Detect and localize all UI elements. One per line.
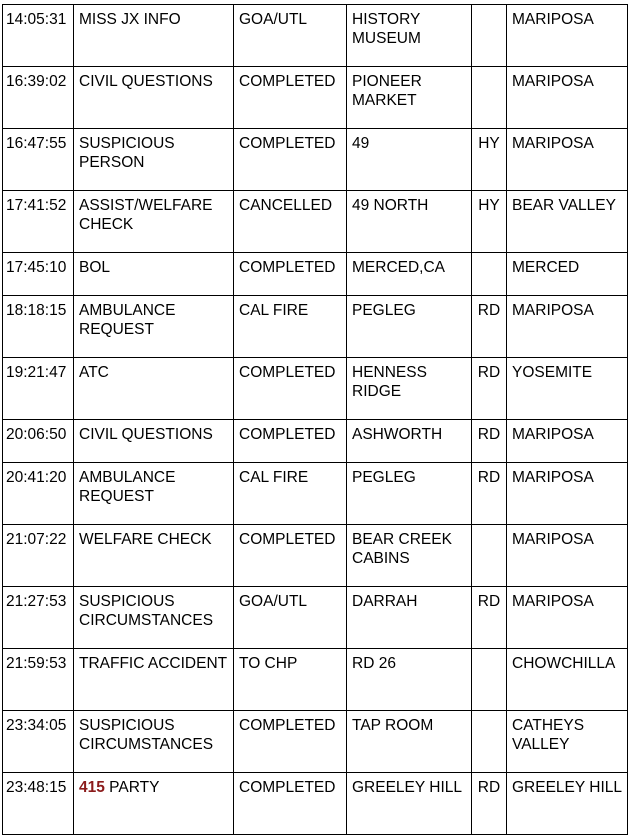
time-cell: 17:45:10	[3, 253, 74, 296]
location-cell: PEGLEG	[347, 463, 472, 525]
incident-log-body	[3, 5, 628, 835]
description-cell	[74, 5, 234, 67]
description-cell	[74, 358, 234, 420]
street-type-cell	[472, 711, 507, 773]
city-cell: MARIPOSA	[507, 5, 628, 67]
city-cell: MARIPOSA	[507, 525, 628, 587]
description-cell	[74, 129, 234, 191]
street-type-cell	[472, 67, 507, 129]
disposition-cell: GOA/UTL	[234, 5, 347, 67]
description-text: ATC	[79, 364, 109, 381]
time-cell: 23:34:05	[3, 711, 74, 773]
description-cell	[74, 587, 234, 649]
city-cell: MARIPOSA	[507, 67, 628, 129]
location-cell: PEGLEG	[347, 296, 472, 358]
location-cell: HISTORY MUSEUM	[347, 5, 472, 67]
location-cell: RD 26	[347, 649, 472, 711]
time-cell: 14:05:31	[3, 5, 74, 67]
description-text: AMBULANCE REQUEST	[79, 469, 176, 505]
location-cell: 49 NORTH	[347, 191, 472, 253]
location-cell: GREELEY HILL	[347, 773, 472, 835]
city-cell: MARIPOSA	[507, 463, 628, 525]
table-row	[3, 773, 628, 835]
street-type-cell: RD	[472, 587, 507, 649]
time-cell: 16:39:02	[3, 67, 74, 129]
time-cell: 20:06:50	[3, 420, 74, 463]
street-type-cell	[472, 649, 507, 711]
disposition-cell: COMPLETED	[234, 711, 347, 773]
description-text: MISS JX INFO	[79, 11, 181, 28]
street-type-cell: RD	[472, 463, 507, 525]
table-row	[3, 649, 628, 711]
location-cell: ASHWORTH	[347, 420, 472, 463]
description-text: AMBULANCE REQUEST	[79, 302, 176, 338]
disposition-cell: COMPLETED	[234, 358, 347, 420]
description-text: SUSPICIOUS CIRCUMSTANCES	[79, 717, 214, 753]
street-type-cell	[472, 253, 507, 296]
description-cell	[74, 649, 234, 711]
location-cell: DARRAH	[347, 587, 472, 649]
description-text: SUSPICIOUS CIRCUMSTANCES	[79, 593, 214, 629]
table-row	[3, 296, 628, 358]
time-cell: 18:18:15	[3, 296, 74, 358]
disposition-cell: COMPLETED	[234, 525, 347, 587]
time-cell: 21:27:53	[3, 587, 74, 649]
time-cell: 21:59:53	[3, 649, 74, 711]
disposition-cell: CANCELLED	[234, 191, 347, 253]
location-cell: HENNESS RIDGE	[347, 358, 472, 420]
description-cell	[74, 296, 234, 358]
table-row	[3, 420, 628, 463]
disposition-cell: COMPLETED	[234, 420, 347, 463]
table-row	[3, 129, 628, 191]
incident-code: 415	[79, 779, 105, 796]
street-type-cell: HY	[472, 191, 507, 253]
street-type-cell: RD	[472, 358, 507, 420]
description-cell	[74, 191, 234, 253]
city-cell: MARIPOSA	[507, 420, 628, 463]
description-text: WELFARE CHECK	[79, 531, 212, 548]
description-text: BOL	[79, 259, 111, 276]
location-cell: PIONEER MARKET	[347, 67, 472, 129]
street-type-cell: RD	[472, 296, 507, 358]
table-row	[3, 5, 628, 67]
table-row	[3, 191, 628, 253]
disposition-cell: COMPLETED	[234, 253, 347, 296]
description-cell	[74, 463, 234, 525]
city-cell: MARIPOSA	[507, 129, 628, 191]
disposition-cell: COMPLETED	[234, 129, 347, 191]
incident-log-table	[2, 4, 628, 835]
city-cell: GREELEY HILL	[507, 773, 628, 835]
disposition-cell: TO CHP	[234, 649, 347, 711]
location-cell: TAP ROOM	[347, 711, 472, 773]
street-type-cell: RD	[472, 773, 507, 835]
description-text: SUSPICIOUS PERSON	[79, 135, 175, 171]
city-cell: BEAR VALLEY	[507, 191, 628, 253]
city-cell: MARIPOSA	[507, 296, 628, 358]
description-text: ASSIST/WELFARE CHECK	[79, 197, 213, 233]
disposition-cell: GOA/UTL	[234, 587, 347, 649]
description-cell	[74, 711, 234, 773]
city-cell: CATHEYS VALLEY	[507, 711, 628, 773]
table-row	[3, 358, 628, 420]
disposition-cell: COMPLETED	[234, 67, 347, 129]
time-cell: 19:21:47	[3, 358, 74, 420]
location-cell: BEAR CREEK CABINS	[347, 525, 472, 587]
time-cell: 21:07:22	[3, 525, 74, 587]
description-cell	[74, 253, 234, 296]
street-type-cell	[472, 5, 507, 67]
street-type-cell: HY	[472, 129, 507, 191]
table-row	[3, 525, 628, 587]
time-cell: 17:41:52	[3, 191, 74, 253]
description-text: CIVIL QUESTIONS	[79, 73, 213, 90]
city-cell: YOSEMITE	[507, 358, 628, 420]
description-text: PARTY	[104, 779, 160, 796]
street-type-cell	[472, 525, 507, 587]
table-row	[3, 463, 628, 525]
time-cell: 23:48:15	[3, 773, 74, 835]
city-cell: CHOWCHILLA	[507, 649, 628, 711]
table-row	[3, 587, 628, 649]
description-cell	[74, 420, 234, 463]
disposition-cell: COMPLETED	[234, 773, 347, 835]
table-row	[3, 253, 628, 296]
description-cell	[74, 67, 234, 129]
city-cell: MERCED	[507, 253, 628, 296]
time-cell: 20:41:20	[3, 463, 74, 525]
disposition-cell: CAL FIRE	[234, 296, 347, 358]
table-row	[3, 711, 628, 773]
description-cell	[74, 773, 234, 835]
description-cell	[74, 525, 234, 587]
location-cell: MERCED,CA	[347, 253, 472, 296]
city-cell: MARIPOSA	[507, 587, 628, 649]
street-type-cell: RD	[472, 420, 507, 463]
location-cell: 49	[347, 129, 472, 191]
disposition-cell: CAL FIRE	[234, 463, 347, 525]
time-cell: 16:47:55	[3, 129, 74, 191]
description-text: TRAFFIC ACCIDENT	[79, 655, 228, 672]
description-text: CIVIL QUESTIONS	[79, 426, 213, 443]
table-row	[3, 67, 628, 129]
